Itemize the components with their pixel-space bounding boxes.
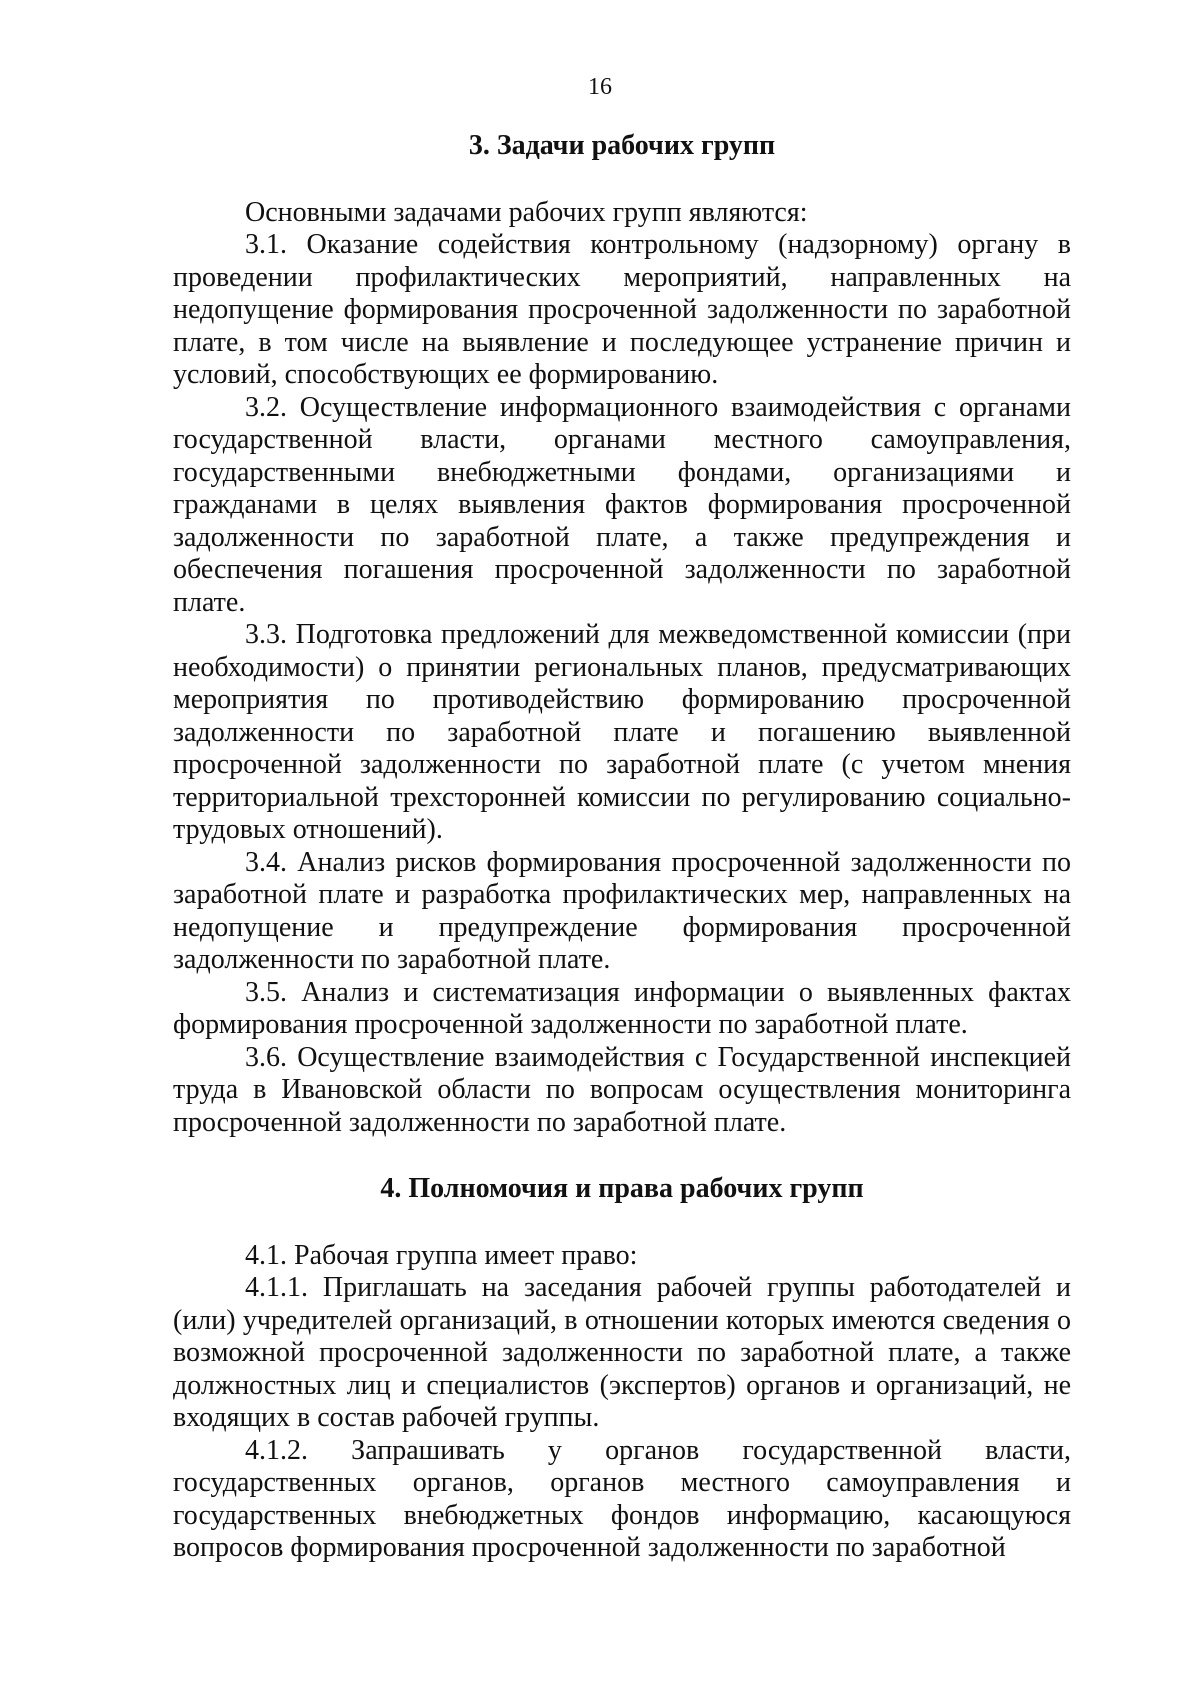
section-3-intro: Основными задачами рабочих групп являются: [245, 196, 808, 228]
section-4-title: 4. Полномочия и права рабочих групп [380, 1173, 864, 1204]
clause-4-1: 4.1. Рабочая группа имеет право: [245, 1239, 638, 1271]
clause-4-1-1: 4.1.1. Приглашать на заседания рабочей группы работодателей и (или) учредителей организаций, в отношении которых имеются сведения о возможной просроченной задолженности по заработной плате, а также должностных лиц и специалистов (экспертов) органов и организаций, не входящих в состав рабочей группы. [173, 1272, 1071, 1433]
page-number: 16 [588, 74, 612, 100]
clause-3-3: 3.3. Подготовка предложений для межведомственной комиссии (при необходимости) о принятии региональных планов, предусматривающих мероприятия по противодействию формированию просроченной задолженности по заработной плате и погашению выявленной просроченной задолженности по заработной плате (с учетом мнения территориальной трехсторонней комиссии по регулированию социально-трудовых отношений). [173, 619, 1071, 845]
clause-3-4: 3.4. Анализ рисков формирования просроченной задолженности по заработной плате и разработка профилактических мер, направленных на недопущение и предупреждение формирования просроченной задолженности по заработной плате. [173, 846, 1071, 975]
section-3-title: 3. Задачи рабочих групп [468, 130, 776, 161]
clause-3-1: 3.1. Оказание содействия контрольному (надзорному) органу в проведении профилактических мероприятий, направленных на недопущение формирования просроченной задолженности по заработной плате, в том числе на выявление и последующее устранение причин и условий, способствующих ее формированию. [173, 229, 1071, 390]
clause-4-1-2: 4.1.2. Запрашивать у органов государственной власти, государственных органов, органов местного самоуправления и государственных внебюджетных фондов информацию, касающуюся вопросов формирования просроченной задолженности по заработной [173, 1434, 1071, 1563]
document-body [173, 130, 1071, 1565]
clause-3-6: 3.6. Осуществление взаимодействия с Государственной инспекцией труда в Ивановской области по вопросам осуществления мониторинга просроченной задолженности по заработной плате. [173, 1041, 1071, 1138]
clause-3-2: 3.2. Осуществление информационного взаимодействия с органами государственной власти, органами местного самоуправления, государственными внебюджетными фондами, организациями и гражданами в целях выявления фактов формирования просроченной задолженности по заработной плате, а также предупреждения и обеспечения погашения просроченной задолженности по заработной плате. [173, 391, 1071, 618]
clause-3-5: 3.5. Анализ и систематизация информации о выявленных фактах формирования просроченной задолженности по заработной плате. [173, 976, 1071, 1040]
